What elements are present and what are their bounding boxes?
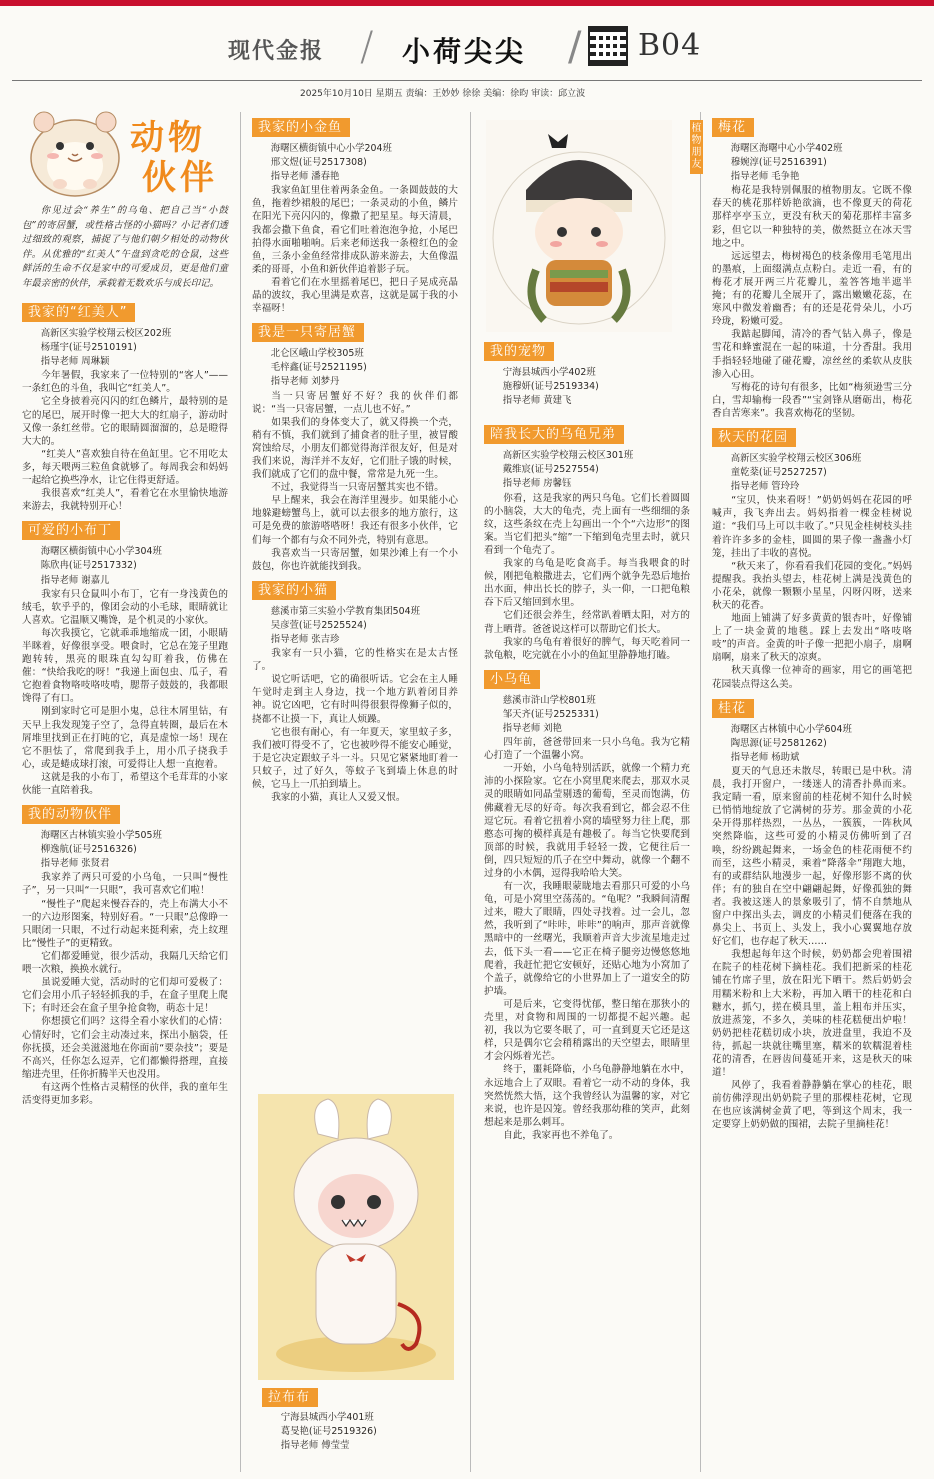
paragraph: 我很喜欢“红美人”，看着它在水里愉快地游来游去，我就特别开心！ xyxy=(22,488,228,513)
article-title: 我家的“红美人” xyxy=(22,303,135,322)
teacher: 指导老师 杨助斌 xyxy=(730,751,800,763)
author: 葛旻艳(证号2519326) xyxy=(280,1426,377,1438)
paragraph: 说它听话吧，它的确很听话。它会在主人睡午觉时走到主人身边，找一个地方趴着闭目养神。说它凶吧，它有时叫得很狠得像狮子似的，挠都不让摸一下，真让人烦躁。 xyxy=(252,674,458,725)
article-title: 秋天的花园 xyxy=(712,428,796,447)
teacher: 指导老师 刘艳 xyxy=(502,722,563,734)
article-title: 我家的小金鱼 xyxy=(252,118,350,137)
column-1 xyxy=(22,204,228,1107)
paragraph: 我家养了两只可爱的小乌龟，一只叫“慢性子”，另一只叫“一只眼”，我可喜欢它们啦！ xyxy=(22,872,228,897)
paragraph: 我家的乌龟是吃食高手。每当我喂食的时候，刚把龟粮撒进去，它们两个就争先恐后地抬出水面，伸出长长的脖子，头一仰，一口把龟粮吞下后又缩回到水里。 xyxy=(484,558,690,609)
author: 穆婉淳(证号2516391) xyxy=(730,157,827,169)
school: 高新区实验学校翔云校区306班 xyxy=(730,452,862,464)
page-number: B04 xyxy=(638,28,702,63)
teacher: 指导老师 潘春艳 xyxy=(270,171,340,183)
column-divider xyxy=(470,112,471,1472)
labubu-drawing xyxy=(258,1094,454,1380)
author: 杨瑾宇(证号2510191) xyxy=(40,342,137,354)
school: 海曙区横街镇中心小学204班 xyxy=(270,143,392,154)
school: 海曙区古林镇实验小学505班 xyxy=(40,830,162,842)
teacher: 指导老师 张贤君 xyxy=(40,858,110,870)
paragraph: 今年暑假，我家来了一位特别的“客人”——一条红色的斗鱼，我叫它“红美人”。 xyxy=(22,370,228,395)
paragraph: 它全身披着亮闪闪的红色鳞片，最特别的是它的尾巴，展开时像一把大大的红扇子，游动时又像一条红丝带。它的眼睛圆溜溜的，总是瞪得大大的。 xyxy=(22,396,228,447)
paragraph: 我家鱼缸里住着两条金鱼。一条圆鼓鼓的大鱼，拖着纱裙般的尾巴；一条灵动的小鱼，鳞片在阳光下亮闪闪的，像撒了把星星。每天清晨，我都会撒下鱼食，看它们吐着泡泡争抢，小尾巴拍得水面啪啪响。后来老师送我一条橙红色的金鱼，三条小金鱼经常排成队游来游去，大鱼像温柔的哥哥，小鱼和新伙伴追着影子玩。 xyxy=(252,185,458,275)
masthead-rule xyxy=(12,80,922,81)
article-title: 陪我长大的乌龟兄弟 xyxy=(484,425,624,444)
column-4 xyxy=(712,112,912,1132)
paragraph: 当一只寄居蟹好不好？我的伙伴们都说：“当一只寄居蟹，一点儿也不好。” xyxy=(252,390,458,415)
teacher: 指导老师 周琳颖 xyxy=(40,356,110,368)
paragraph: 四年前，爸爸带回来一只小乌龟。我为它精心打造了一个温馨小窝。 xyxy=(484,737,690,762)
school: 慈溪市第三实验小学教育集团504班 xyxy=(270,605,420,617)
teacher: 指导老师 房馨钰 xyxy=(502,478,572,490)
teacher: 指导老师 傅莹莹 xyxy=(280,1440,350,1452)
hamster-illustration xyxy=(20,98,130,200)
column-3 xyxy=(484,342,690,1142)
labubu-caption xyxy=(262,1388,458,1452)
paragraph: 夏天的气息还未散尽，转眼已是中秋。清晨，我打开窗户，一缕迷人的清香扑鼻而来。我定睛一看，原来窗前的桂花树不知什么时候已悄悄地绽放了它满树的芬芳。那金黄的小花朵开得那样热烈，一丛丛，一簇簇，一阵秋风突然降临，这些可爱的小精灵仿佛听到了召唤，纷纷跳起舞来，一场金色的桂花雨便不约而至，这些小精灵，乘着“降落伞”翔跑大地，有的或群结队地漫步一起，好像形影不离的伙伴；有的独自在空中翩翩起舞，好像孤独的舞者。我被这迷人的景象吸引了，情不自禁地从窗户中探出头去，调皮的小精灵们便落在我的鼻尖上、书页上、头发上，我小心翼翼地存放好它们，也存起了秋天…… xyxy=(712,765,912,948)
author: 邢文煜(证号2517308) xyxy=(270,157,367,169)
feature-title-line: 动物 xyxy=(130,118,206,158)
paragraph: “宝贝，快来看呀！”奶奶妈妈在花园的呼喊声，我飞奔出去。妈妈指着一棵金桂树说道：“我们马上可以丰收了。”只见金桂树枝头挂着许许多多的金桂，圆圆的果子像一盏盏小灯笼，挂出了丰收的喜悦。 xyxy=(712,495,912,559)
section-side-tag: 植物朋友 xyxy=(690,120,703,174)
author: 陶思源(证号2581262) xyxy=(730,737,827,749)
paragraph: 它们还很会养生，经常趴着晒太阳，对方的背上晒背。爸爸说这样可以帮助它们长大。 xyxy=(484,610,690,635)
qr-code-icon[interactable] xyxy=(588,26,628,66)
school: 北仑区峨山学校305班 xyxy=(270,348,364,360)
paragraph: 刚到家时它可是胆小鬼，总往木屑里钻，有天早上我发现笼子空了，急得直转圈，最后在木屑堆里找到正在打盹的它，真是虚惊一场！现在它不胆怯了，常爬到我手上，用小爪子挠我手心，或是蜷成球打滚，可爱得让人想一直抱着。 xyxy=(22,706,228,770)
paragraph: 我喜欢当一只寄居蟹，如果沙滩上有一个小鼓包，你也许就能找到我。 xyxy=(252,547,458,572)
column-divider xyxy=(240,112,241,1472)
article-title: 我是一只寄居蟹 xyxy=(252,323,364,342)
author: 柳逸航(证号2516326) xyxy=(40,844,137,856)
school: 海曙区海曙中心小学402班 xyxy=(730,143,843,154)
teacher: 指导老师 张吉珍 xyxy=(270,634,340,645)
teacher: 指导老师 黄建飞 xyxy=(502,395,572,407)
author: 童乾棻(证号2527257) xyxy=(730,467,827,479)
paragraph: 写梅花的诗句有很多，比如“梅须逊雪三分白，雪却输梅一段香”“宝剑锋从磨砺出，梅花香自苦寒来”。我喜欢梅花的坚韧。 xyxy=(712,381,912,419)
paragraph: 风停了，我看着静静躺在掌心的桂花，眼前仿佛浮现出奶奶院子里的那棵桂花树，它现在也应该满树金黄了吧，等到这个周末，我一定要穿上奶奶做的围裙，去院子里摘桂花！ xyxy=(712,1080,912,1131)
paragraph: 有一次，我睡眼蒙眬地去看那只可爱的小乌龟，可是小窝里空荡荡的。“龟呢？”我瞬间清醒过来，瞪大了眼睛，四处寻找着。过一会儿，忽然，我听到了“咔咔，咔咔”的响声，那声音就像黑暗中的一丝曙光，我顺着声音大步流星地走过去，低下头一看——它正在椅子腿旁边慢悠悠地爬着，我赶忙把它安顿好，还贴心地为小窝加了个盖子，就像给它的小世界加上了一道安全的防护墙。 xyxy=(484,881,690,997)
teacher: 指导老师 毛争艳 xyxy=(730,171,800,183)
divider-slash: / xyxy=(568,24,582,70)
paragraph: 自此，我家再也不养龟了。 xyxy=(503,1129,619,1141)
school: 海曙区横街镇中心小学304班 xyxy=(40,546,162,558)
column-2 xyxy=(252,112,458,804)
feature-title-line: 伙伴 xyxy=(142,158,218,198)
article-title: 我的动物伙伴 xyxy=(22,805,120,824)
paragraph: 我家的小猫，真让人又爱又恨。 xyxy=(271,792,406,804)
author: 邹天齐(证号2525331) xyxy=(502,708,599,720)
article-title: 小乌龟 xyxy=(484,670,540,689)
author: 陈欣冉(证号2517332) xyxy=(40,560,137,572)
paragraph: 终于，噩耗降临，小乌龟静静地躺在水中，永远地合上了双眼。看着它一动不动的身体，我突然恍然大悟，这个我曾经认为温馨的家，对它来说，也许是囚笼。曾经我那幼稚的笑声，此刻想起来是那么刺耳。 xyxy=(484,1064,690,1128)
teacher: 指导老师 谢嘉儿 xyxy=(40,574,110,586)
paragraph: 我想起每年这个时候，奶奶都会兜着围裙在院子的桂花树下摘桂花。我们把新采的桂花铺在竹席子里，放在阳光下晒干。然后奶奶会用糯米粉和上大米粉，再加入晒干的桂花和白糖水，抓勺，搓在模具里，盖上粗布并压实，放进蒸笼，不多久，美味的桂花糕便出炉啦！奶奶把桂花糕切成小块，放进盘里，我迫不及待，抓起一块就往嘴里塞，糯米的软糯混着桂花的清香，在唇齿间蔓延开来，这是秋天的味道！ xyxy=(712,949,912,1079)
paragraph: 虽说爱睡大觉，活动时的它们却可爱极了：它们会用小爪子轻轻抓我的手，在盒子里爬上爬下；有时还会在盒子里争抢食物，萌态十足！ xyxy=(22,977,228,1015)
article-title: 我的宠物 xyxy=(484,342,554,361)
masthead xyxy=(0,6,934,82)
teacher: 指导老师 刘梦丹 xyxy=(270,376,340,388)
paragraph: 我家的乌龟有着很好的脾气，每天吃着同一款龟粮，吃完就在小小的鱼缸里静静地打瞌。 xyxy=(484,636,690,661)
article-title: 拉布布 xyxy=(262,1388,318,1407)
paragraph: 我家有只仓鼠叫小布丁，它有一身浅黄色的绒毛，软乎乎的，像团会动的小毛球，眼睛就让人喜欢。它温顺又嘴馋，是个机灵的小家伙。 xyxy=(22,588,228,626)
paragraph: 我家有一只小猫，它的性格实在是太古怪了。 xyxy=(252,648,458,673)
divider-slash: / xyxy=(360,24,374,70)
paragraph: 远远望去，梅树褐色的枝条像用毛笔甩出的墨痕，上面缀满点点粉白。走近一看，有的梅花才展开两三片花瓣儿，羞答答地半遮半掩；有的花瓣儿全展开了，露出嫩嫩花蕊，在寒风中微发着幽香；有的还是花骨朵儿，小巧玲珑，粉嫩可爱。 xyxy=(712,250,912,328)
pet-drawing xyxy=(486,120,672,332)
school: 宁海县城西小学401班 xyxy=(280,1412,374,1423)
paragraph: 每次我摸它，它就乖乖地缩成一团，小眼睛半眯着，好像很享受。喂食时，它总在笼子里跑跑转转，黑亮的眼珠直勾勾盯着我，仿佛在催：“快给我吃的呀！”我递上面包虫、瓜子，看它抱着食物咯吱咯吱啃，腮帮子鼓鼓的，我都眼馋得了有口。 xyxy=(22,627,228,705)
author: 吴彦萱(证号2525524) xyxy=(270,619,367,631)
paragraph: 它们都爱睡觉，很少活动，我隔几天给它们喂一次粮，换换水就行。 xyxy=(22,950,228,976)
article-title: 梅花 xyxy=(712,118,754,137)
feature-intro: 你见过会“养生”的乌龟、把自己当“小鼓包”的寄居蟹，或性格古怪的小猫吗？小记者们透过细致的观察，捕捉了与他们朝夕相处的动物伙伴。从优雅的“红美人”午盘到贪吃的仓鼠，这些鲜活的生命不仅是家中的可爱成员，更是他们童年最亲密的伙伴，承载着无数欢乐与成长印记。 xyxy=(22,205,228,289)
paragraph: 不过，我觉得当一只寄居蟹其实也不错。 xyxy=(271,482,444,494)
author: 戴维宸(证号2527554) xyxy=(502,464,599,476)
paragraph: 一开始，小乌龟特别活跃，就像一个精力充沛的小探险家。它在小窝里爬来爬去，那双水灵灵的眼睛如同晶莹剔透的葡萄，至灵而饱满，仿佛藏着无尽的好奇。每次我看到它，都会忍不住逗它玩。看着它扭着小窝的墙壁努力往上爬，那憨态可掬的模样真是有趣极了。每当它快要爬到顶部的时候，我就用手轻轻一拨，它便往后一倒，四只短短的爪子在空中舞动，就像一个翻不过身的小木偶，逗得我哈哈大笑。 xyxy=(484,763,690,879)
paragraph: “秋天来了，你看看我们花园的变化。”妈妈提醒我。我抬头望去，桂花树上满是浅黄色的小花朵，就像一颗颗小星星，闪呀闪呀，送来秋天的花香。 xyxy=(712,560,912,611)
school: 高新区实验学校翔云校区301班 xyxy=(502,450,634,462)
paper-name: 现代金报 xyxy=(228,38,325,64)
paragraph: 它也很有耐心，有一年夏天，家里蚊子多，我们被叮得受不了，它也被吵得不能安心睡觉，于是它决定跟蚊子斗一斗。只见它紧紧地盯着一只蚊子，过了好久，等蚊子飞到墙上休息的时候，它马上一爪拍到墙上。 xyxy=(252,726,458,791)
paragraph: 看着它们在水里摇着尾巴，把日子晃成亮晶晶的波纹，我心里满是欢喜，这就是属于我的小幸福呀！ xyxy=(252,276,458,315)
feature-title xyxy=(130,118,218,198)
article-title: 我家的小猫 xyxy=(252,581,336,600)
paragraph: 地面上铺满了好多黄黄的银杏叶，好像铺上了一块金黄的地毯。踩上去发出“咯吱咯吱”的声音。金黄的叶子像一把把小扇子，扇啊扇啊，扇来了秋天的凉爽。 xyxy=(712,613,912,664)
paragraph: 我踮起脚闻，清冷的香气钻入鼻子，像是雪花和蜂蜜混在一起的味道，十分香甜。我用手指轻轻地碰了碰花瓣，凉丝丝的柔软从皮肤渗入心田。 xyxy=(712,329,912,380)
issue-meta: 2025年10月10日 星期五 责编：王妙妙 徐徐 美编：徐昀 审读：邱立波 xyxy=(300,89,586,99)
column-divider xyxy=(700,112,701,1472)
paragraph: 如果我们的身体变大了，就又得换一个壳，稍有不慎，我们就到了捕食者的肚子里，被冒酸窝蚀给尽，小朋友们都觉得海洋很友好，但是对我们来说，海洋并不友好，它们肚子饿的时候，我们就成了它们的盘中餐，常常是九死一生。 xyxy=(252,416,458,481)
paragraph: 有这两个性格古灵精怪的伙伴，我的童年生活变得更加多彩。 xyxy=(22,1081,228,1106)
paragraph: 早上醒来，我会在海洋里漫步。如果能小心地躲避螃蟹鸟上，就可以去很多的地方旅行，这可是免费的旅游嗒嗒呀！我还有很多小伙伴，它们每一个都有与众不同外壳，特别有意思。 xyxy=(252,495,458,546)
section-title: 小荷尖尖 xyxy=(402,35,527,68)
paragraph: 你看，这是我家的两只乌龟。它们长着圆圆的小脑袋，大大的龟壳，壳上面有一些细细的条纹，这些条纹在壳上勾画出一个个“六边形”的图案。当它们把头“缩”一下缩到龟壳里去时，就只看到一个龟壳了。 xyxy=(484,492,690,556)
author: 毛梓鑫(证号2521195) xyxy=(270,362,367,374)
paragraph: “慢性子”爬起来慢吞吞的，壳上布满大小不一的六边形图案，特别好看。“一只眼”总像睁一只眼闭一只眼，不过行动起来挺利索，壳上纹理比“慢性子”的更精致。 xyxy=(22,898,228,949)
paragraph: “红美人”喜欢独自待在鱼缸里。它不用吃太多，每天喂两三粒鱼食就够了。每周我会和妈妈一起给它换些净水，让它住得更舒适。 xyxy=(22,448,228,487)
author: 施穆妍(证号2519334) xyxy=(502,381,599,393)
teacher: 指导老师 管玲玲 xyxy=(730,481,800,493)
school: 海曙区古林镇中心小学604班 xyxy=(730,723,852,735)
article-title: 可爱的小布丁 xyxy=(22,521,120,540)
paragraph: 梅花是我特别佩服的植物朋友。它既不像春天的桃花那样娇艳欲滴，也不像夏天的荷花那样亭亭玉立，更没有秋天的菊花那样丰富多彩，但它以一种独特的美，傲然挺立在冰天雪地之中。 xyxy=(712,185,912,249)
school: 慈溪市浒山学校801班 xyxy=(502,694,596,706)
paragraph: 秋天真像一位神奇的画家，用它的画笔把花园装点得这么美。 xyxy=(712,665,912,690)
paragraph: 你想摸它们吗？这得全看小家伙们的心情：心情好时，它们会主动凑过来，探出小脑袋，任你抚摸，还会美滋滋地在你面前“要杂技”；要是不高兴，任你怎么逗弄，它们都懒得搭理，直接缩进壳里，任你折腾半天也没用。 xyxy=(22,1016,228,1080)
paragraph: 这就是我的小布丁，希望这个毛茸茸的小家伙能一直陪着我。 xyxy=(22,771,228,796)
school: 高新区实验学校翔云校区202班 xyxy=(40,328,172,339)
paragraph: 可是后来，它变得忧郁，整日缩在那狭小的壳里，对食物和周围的一切都提不起兴趣。起初，我以为它要冬眠了，可一直到夏天它还是这样，只是偶尔它会稍稍露出的天空望去，眼睛里才会闪烁着光芒。 xyxy=(484,998,690,1063)
article-title: 桂花 xyxy=(712,699,754,718)
school: 宁海县城西小学402班 xyxy=(502,367,596,378)
